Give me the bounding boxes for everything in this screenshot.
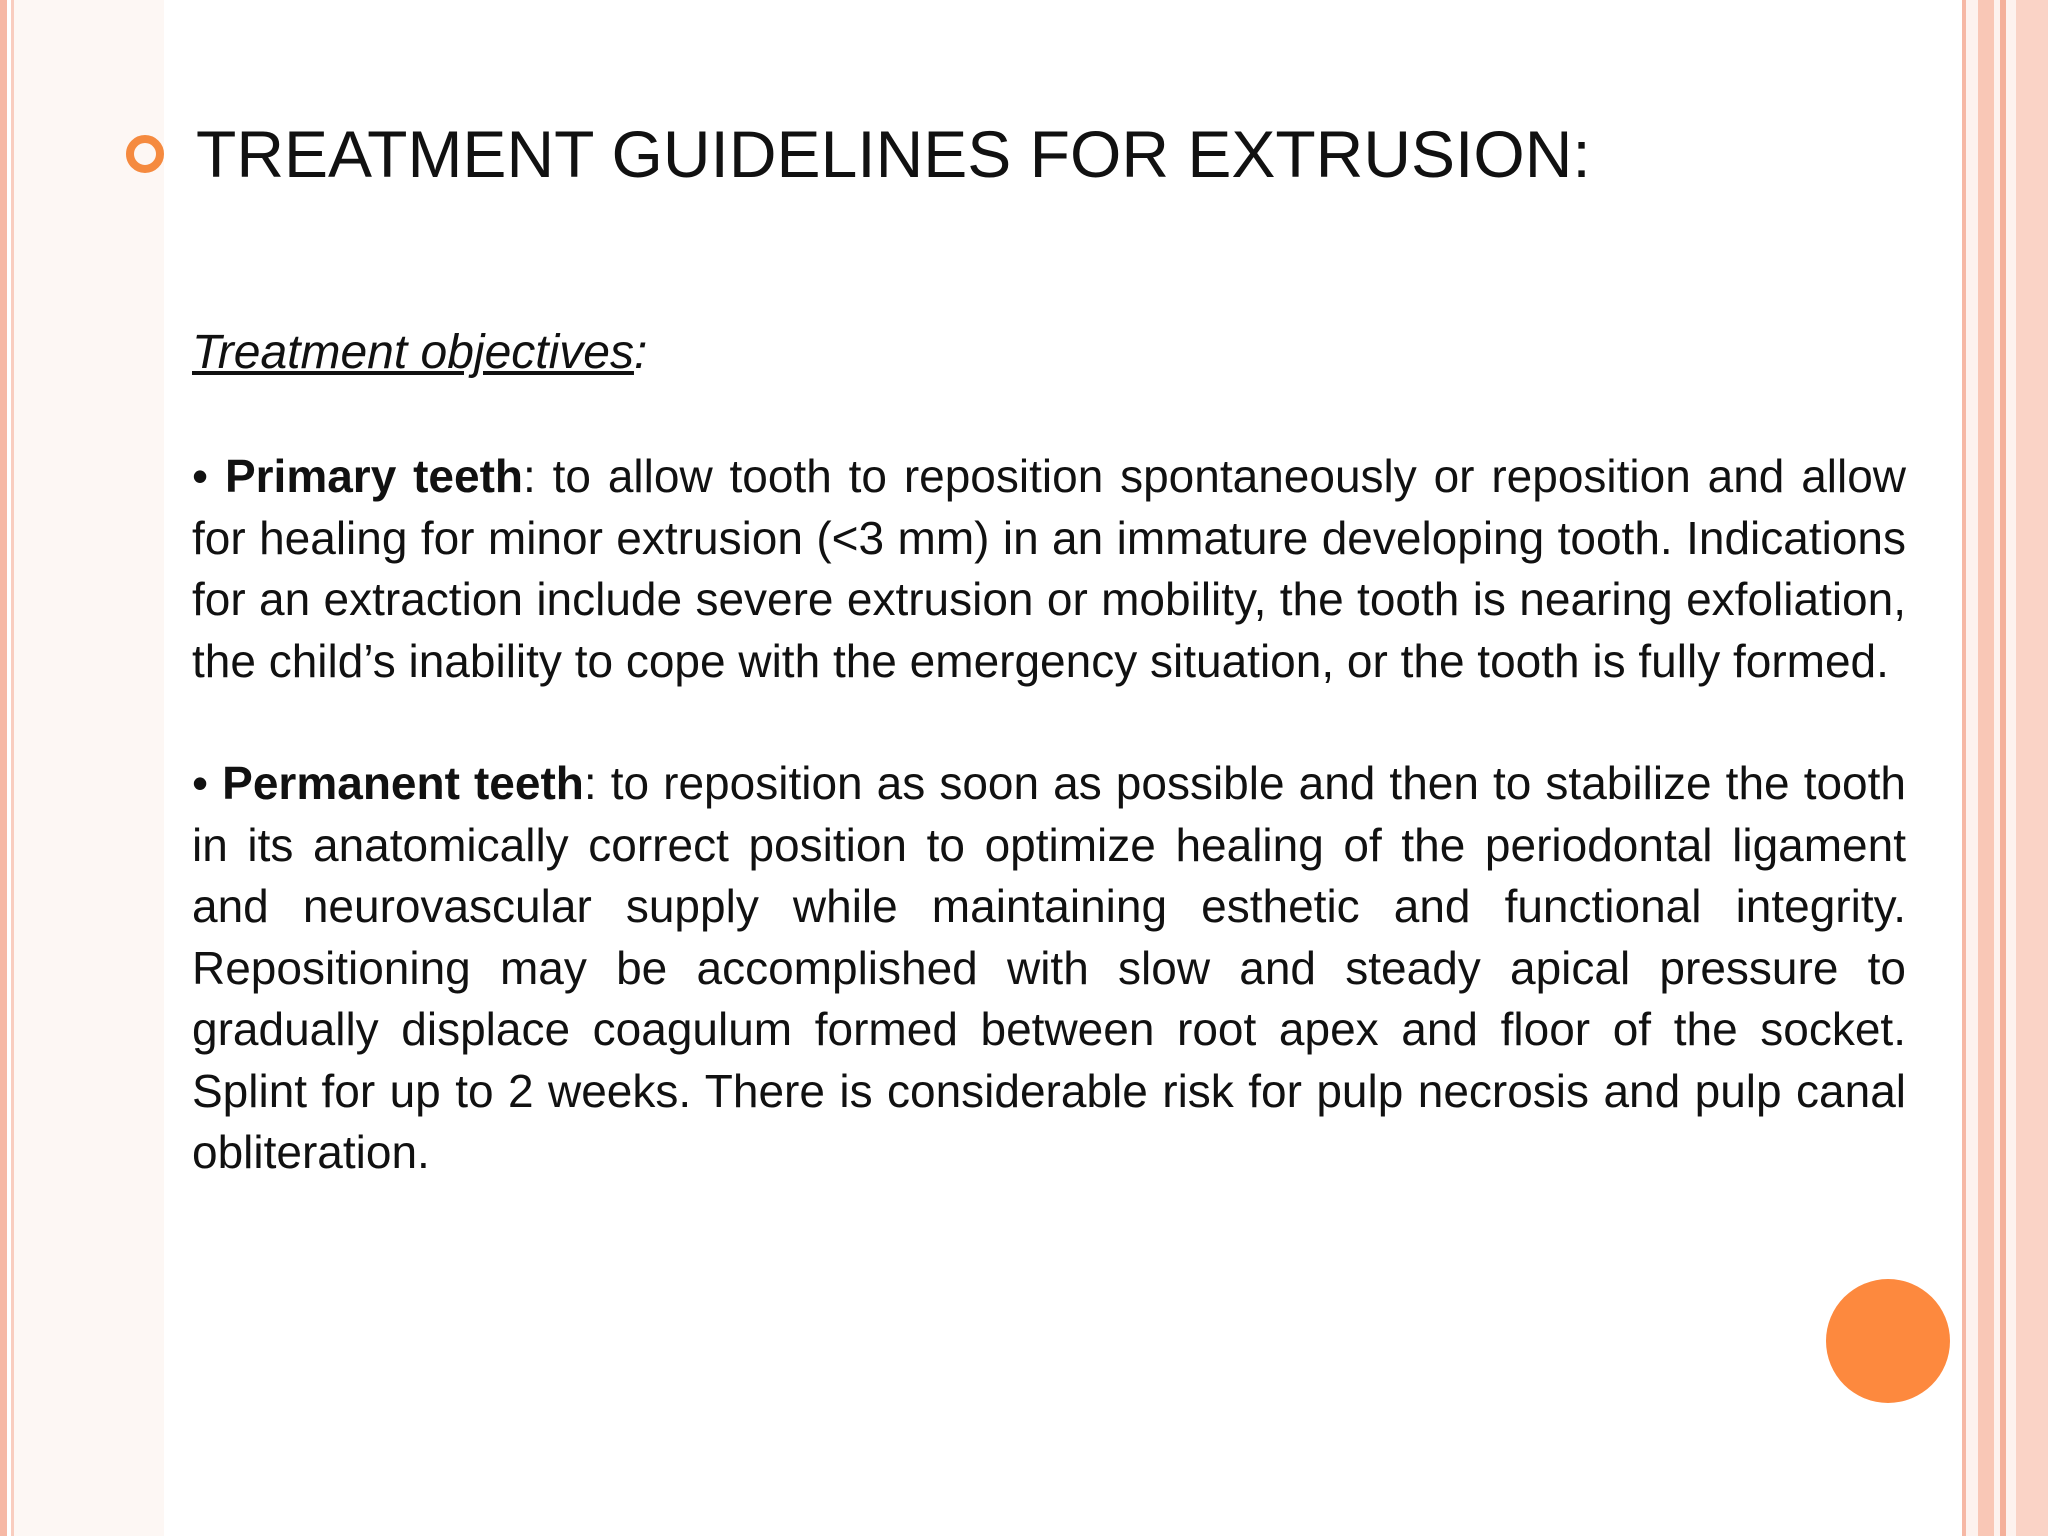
objectives-heading [192,320,1906,386]
section-primary-teeth [192,446,1906,692]
bullet-icon: • [192,757,209,809]
section-text: : to reposition as soon as possible and then to stabilize the tooth in its anatomically correct position to optimize healing of the periodontal ligament and neurovascular supply while maintaining esthetic and functional integrity. Repositioning may be accomplished with slow and steady apical pressure to gradually displace coagulum formed between root apex and floor of the socket. Splint for up to 2 weeks. There is considerable risk for pulp necrosis and pulp canal obliteration. [192,757,1906,1178]
objectives-label: Treatment objectives [192,326,634,379]
right-stripe-2 [1978,0,1994,1536]
left-panel-decoration [14,0,164,1536]
right-stripe-4 [2016,0,2048,1536]
right-stripe-1 [1962,0,1966,1536]
orange-circle-decoration [1826,1279,1950,1403]
left-stripe [0,0,7,1536]
slide-title: TREATMENT GUIDELINES FOR EXTRUSION: [196,117,1591,191]
bullet-icon: • [192,450,209,502]
section-permanent-teeth [192,753,1906,1184]
objectives-colon: : [633,326,648,379]
left-stripe-thin [11,0,14,1536]
section-term: Permanent teeth [222,757,584,809]
section-text: : to allow tooth to reposition spontaneously or reposition and allow for healing for minor extrusion (<3 mm) in an immature developing tooth. Indications for an extraction include severe extrusion or mobility, the tooth is nearing exfoliation, the child’s inability to cope with the emergency situation, or the tooth is fully formed. [192,450,1907,687]
title-row [126,116,1591,192]
section-term: Primary teeth [224,450,524,502]
slide-body [192,320,1906,1184]
ring-bullet-icon [126,135,164,173]
right-stripe-3 [2000,0,2006,1536]
